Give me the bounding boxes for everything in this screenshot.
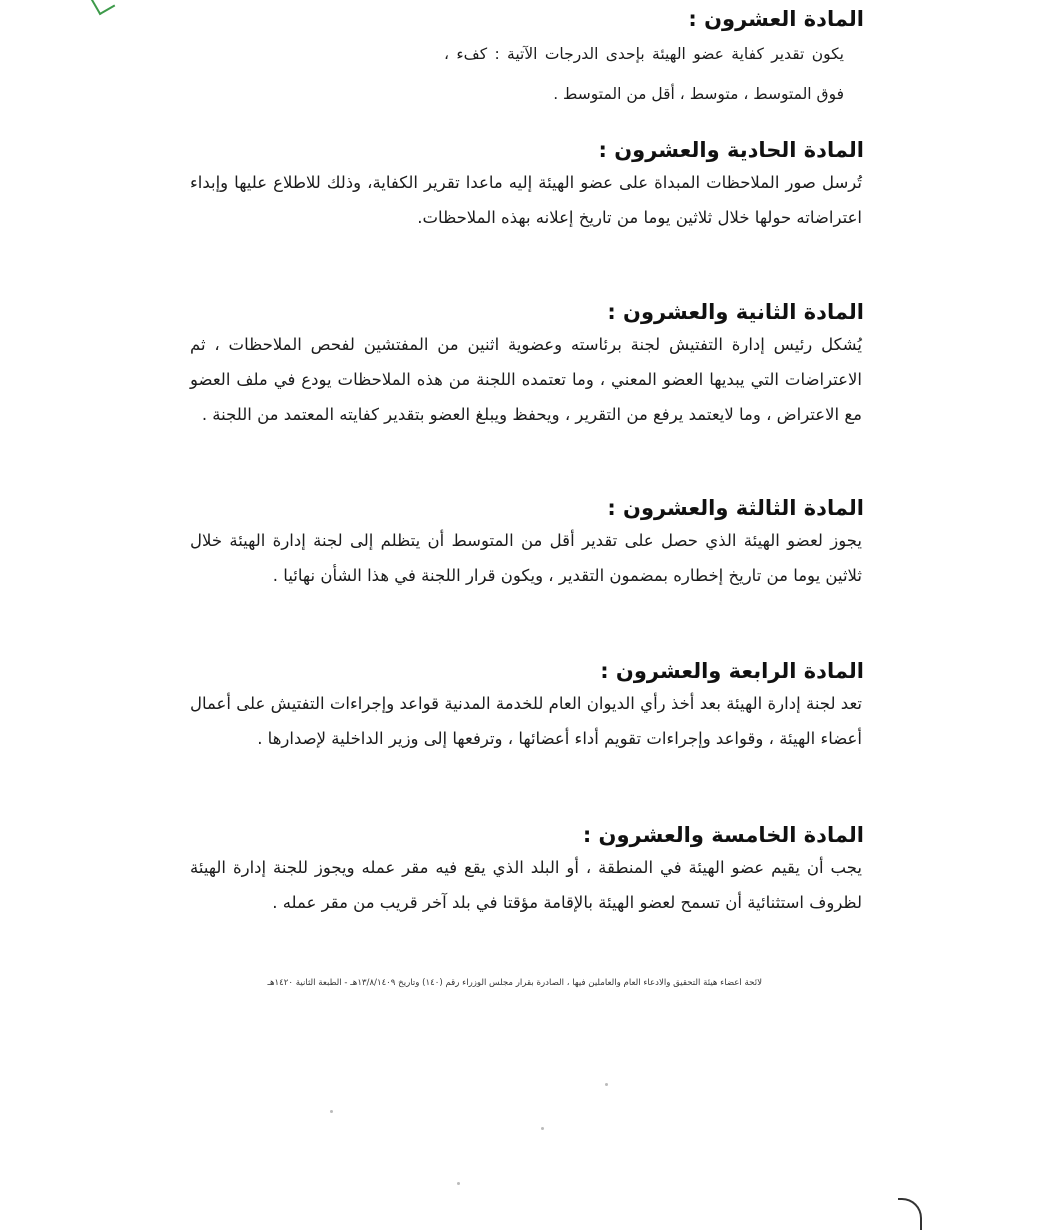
article-title: المادة الرابعة والعشرون : [600,659,864,683]
article-body: يكون تقدير كفاية عضو الهيئة بإحدى الدرجات الآتية : كفء ، فوق المتوسط ، متوسط ، أقل من المتوسط . [444,45,844,103]
article-22 [190,297,870,432]
article-body: يجب أن يقيم عضو الهيئة في المنطقة ، أو البلد الذي يقع فيه مقر عمله ويجوز للجنة إدارة الهيئة لظروف استثنائية أن تسمح لعضو الهيئة بالإقامة مؤقتا في بلد آخر قريب من مقر عمله . [190,858,862,912]
article-body: يجوز لعضو الهيئة الذي حصل على تقدير أقل من المتوسط أن يتظلم إلى لجنة إدارة الهيئة خلال ثلاثين يوما من تاريخ إخطاره بمضمون التقدير ، ويكون قرار اللجنة في هذا الشأن نهائيا . [190,531,862,585]
footer-note: لائحة أعضاء هيئة التحقيق والادعاء العام والعاملين فيها ، الصادرة بقرار مجلس الوزراء رقم (١٤٠) وتاريخ ١٣/٨/١٤٠٩هـ - الطبعة الثانية ١٤٢٠هـ [267,978,762,988]
scan-speck [541,1127,544,1130]
article-20 [190,4,870,114]
scan-speck [330,1110,333,1113]
article-title: المادة الثالثة والعشرون : [607,496,864,520]
page-curl-mark [898,1198,922,1230]
scan-speck [605,1083,608,1086]
article-body: يُشكل رئيس إدارة التفتيش لجنة برئاسته وعضوية اثنين من المفتشين لفحص الملاحظات ، ثم الاعتراضات التي يبديها العضو المعني ، وما تعتمده اللجنة من هذه الملاحظات يودع في ملف العضو مع الاعتراض ، وما لايعتمد يرفع من التقرير ، ويحفظ ويبلغ العضو بتقدير كفايته المعتمد من اللجنة . [190,335,862,424]
article-23 [190,493,870,593]
article-body: تُرسل صور الملاحظات المبداة على عضو الهيئة إليه ماعدا تقرير الكفاية، وذلك للاطلاع عليها وإبداء اعتراضاته حولها خلال ثلاثين يوما من تاريخ إعلانه بهذه الملاحظات. [190,173,862,227]
article-25 [190,820,870,920]
article-title: المادة الخامسة والعشرون : [582,823,864,847]
article-title: المادة العشرون : [688,7,864,31]
article-21 [190,135,870,235]
scan-speck [457,1182,460,1185]
article-title: المادة الحادية والعشرون : [598,138,864,162]
article-24 [190,656,870,756]
article-body: تعد لجنة إدارة الهيئة بعد أخذ رأي الديوان العام للخدمة المدنية قواعد وإجراءات التفتيش على أعمال أعضاء الهيئة ، وقواعد وإجراءات تقويم أداء أعضائها ، وترفعها إلى وزير الداخلية لإصدارها . [190,694,862,748]
article-title: المادة الثانية والعشرون : [607,300,864,324]
corner-check-mark [91,0,116,15]
